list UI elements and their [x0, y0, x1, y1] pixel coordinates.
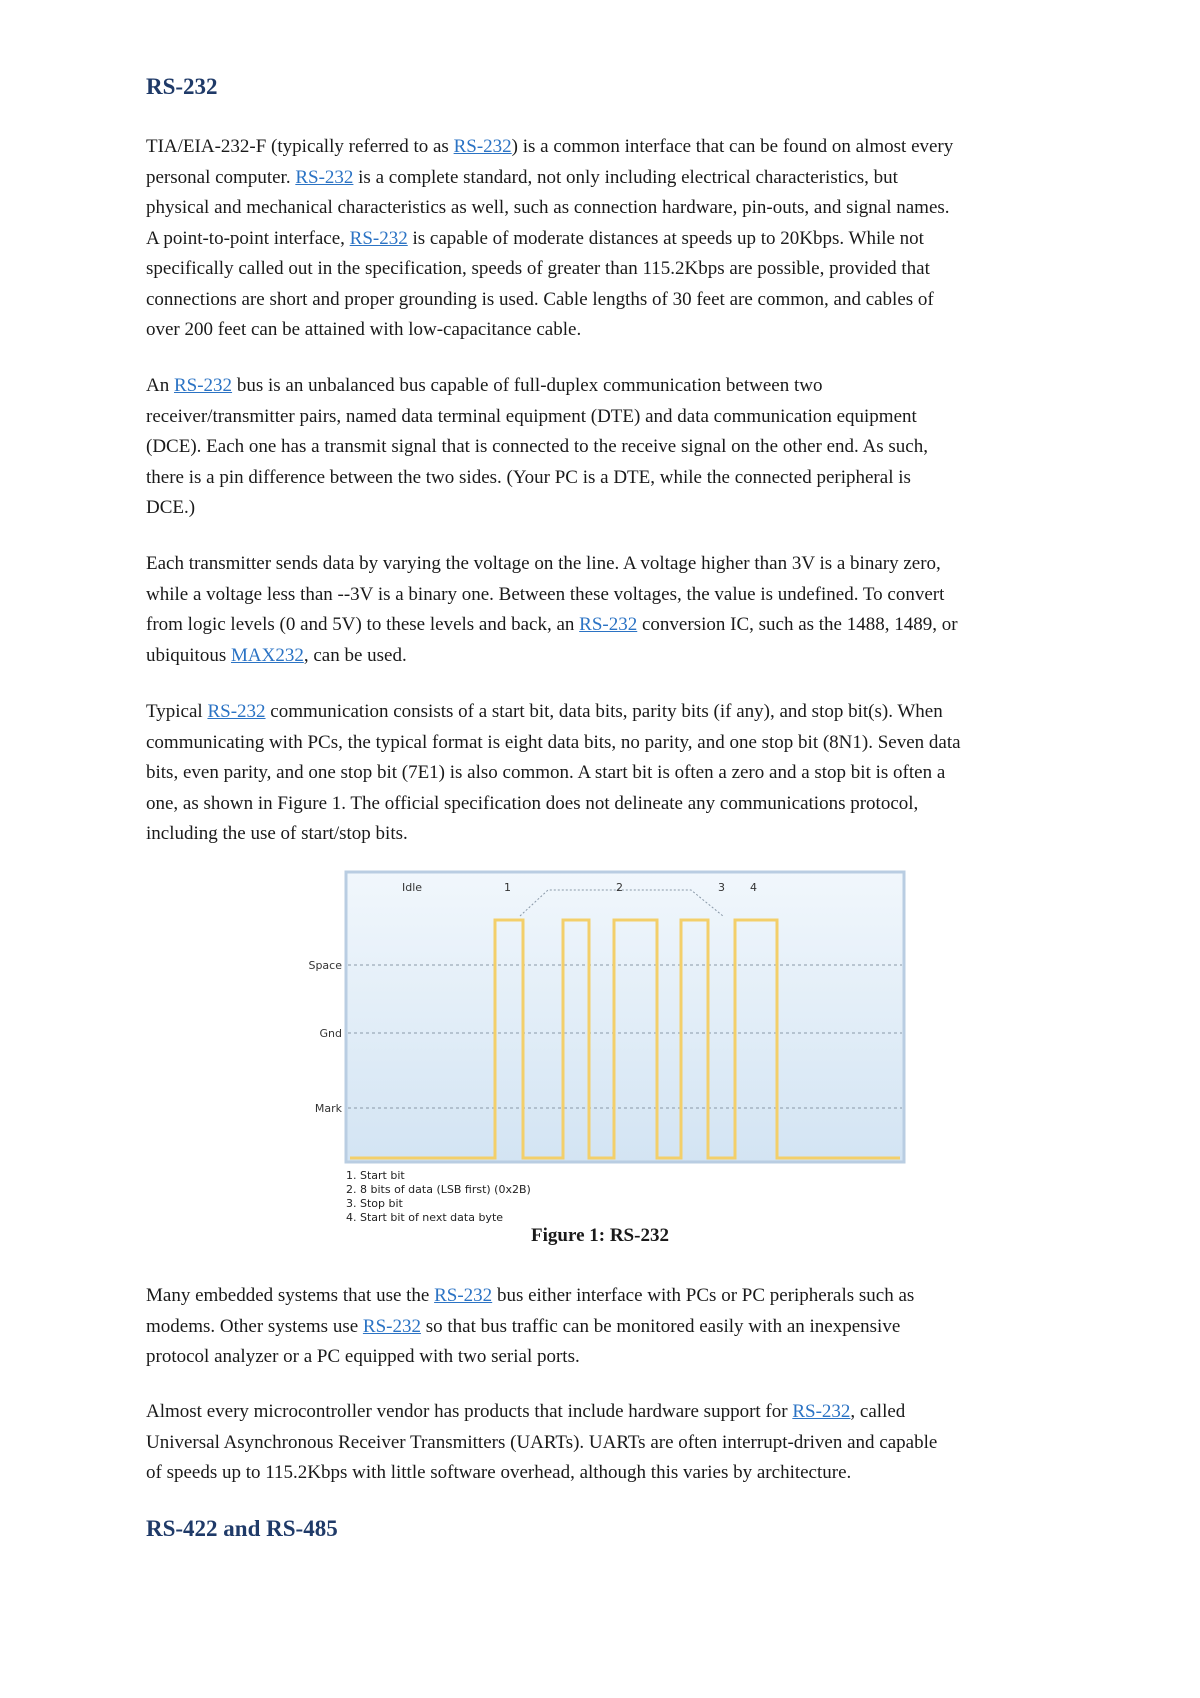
text-line	[146, 132, 1076, 163]
text-run: Typical	[146, 701, 208, 722]
text-line: while a voltage less than --3V is a binary one. Between these voltages, the value is undefined. To convert	[146, 583, 945, 605]
text-line	[146, 1312, 1076, 1343]
text-run: personal computer.	[146, 166, 296, 188]
rs232-link[interactable]: RS-232	[173, 375, 233, 396]
text-run: , can be used.	[303, 644, 407, 666]
text-line: protocol analyzer or a PC equipped with two serial ports.	[146, 1346, 580, 1367]
text-run: from logic levels (0 and 5V) to these levels and back, an	[146, 614, 580, 635]
text-run: conversion IC, such as the 1488, 1489, or	[637, 614, 958, 635]
text-line: Each transmitter sends data by varying the voltage on the line. A voltage higher than 3V is a binary zero,	[146, 553, 941, 574]
idle-label: Idle	[402, 881, 423, 894]
figure-rs232	[308, 866, 910, 1231]
plot-background	[346, 872, 904, 1162]
paragraph-intro	[146, 132, 1076, 346]
rs232-timing-diagram	[308, 866, 910, 1226]
text-line: of speeds up to 115.2Kbps with little software overhead, although this varies by architecture.	[146, 1462, 852, 1483]
rs232-link[interactable]: RS-232	[349, 227, 408, 249]
text-line: connections are short and proper grounding is used. Cable lengths of 30 feet are common, and cables of	[146, 288, 934, 310]
text-run: bus is an unbalanced bus capable of full-duplex communication between two	[232, 375, 823, 396]
text-run: communication consists of a start bit, data bits, parity bits (if any), and stop bit(s). When	[265, 701, 943, 722]
figure-caption: Figure 1: RS-232	[531, 1225, 669, 1246]
text-line: over 200 feet can be attained with low-capacitance cable.	[146, 319, 582, 340]
marker-3: 3	[718, 881, 725, 894]
text-line: one, as shown in Figure 1. The official specification does not delineate any communications protocol,	[146, 792, 919, 814]
text-line: physical and mechanical characteristics as well, such as connection hardware, pin-outs, and signal names.	[146, 197, 950, 218]
text-line: communicating with PCs, the typical format is eight data bits, no parity, and one stop bit (8N1). Seven data	[146, 731, 961, 753]
legend-item-1: 1. Start bit	[346, 1169, 405, 1182]
text-run: modems. Other systems use	[146, 1315, 363, 1337]
text-run: A point-to-point interface,	[146, 227, 350, 249]
heading-rs232: RS-232	[146, 74, 218, 99]
text-line: Universal Asynchronous Receiver Transmitters (UARTs). UARTs are often interrupt-driven and capable	[146, 1431, 938, 1453]
text-run: An	[146, 375, 174, 396]
max232-link[interactable]: MAX232	[230, 644, 304, 666]
text-line	[146, 697, 1076, 728]
rs232-link[interactable]: RS-232	[579, 614, 638, 635]
text-line	[146, 163, 1076, 194]
text-line: (DCE). Each one has a transmit signal that is connected to the receive signal on the other end. As such,	[146, 436, 928, 457]
text-run: Almost every microcontroller vendor has products that include hardware support for	[146, 1401, 793, 1422]
text-line: there is a pin difference between the two sides. (Your PC is a DTE, while the connected peripheral is	[146, 466, 911, 488]
text-line: DCE.)	[146, 497, 196, 518]
text-run: Many embedded systems that use the	[146, 1285, 435, 1306]
text-line	[146, 371, 1076, 402]
paragraph-voltage	[146, 549, 1076, 671]
paragraph-embedded	[146, 1281, 1076, 1373]
text-line: specifically called out in the specification, speeds of greater than 115.2Kbps are possible, provided that	[146, 258, 930, 279]
rs232-link[interactable]: RS-232	[453, 136, 512, 157]
legend-item-4: 4. Start bit of next data byte	[346, 1211, 504, 1224]
rs232-link[interactable]: RS-232	[792, 1401, 851, 1422]
text-run: so that bus traffic can be monitored easily with an inexpensive	[420, 1315, 901, 1337]
paragraph-bus	[146, 371, 1076, 524]
text-line	[146, 1397, 1076, 1428]
paragraph-communication	[146, 697, 1076, 850]
rs232-link[interactable]: RS-232	[362, 1315, 421, 1337]
legend-item-3: 3. Stop bit	[346, 1197, 403, 1210]
text-run: , called	[850, 1401, 906, 1422]
text-run: ) is a common interface that can be found on almost every	[511, 136, 954, 157]
text-run: is capable of moderate distances at speeds up to 20Kbps. While not	[407, 227, 924, 249]
text-line: bits, even parity, and one stop bit (7E1) is also common. A start bit is often a zero and a stop bit is often a	[146, 762, 946, 783]
gnd-axis-label: Gnd	[319, 1027, 342, 1040]
text-run: TIA/EIA-232-F (typically referred to as	[146, 136, 454, 157]
rs232-link[interactable]: RS-232	[295, 166, 354, 188]
text-line	[146, 610, 1076, 641]
text-line: including the use of start/stop bits.	[146, 823, 408, 844]
space-axis-label: Space	[308, 959, 342, 972]
text-line: receiver/transmitter pairs, named data terminal equipment (DTE) and data communication equipment	[146, 405, 917, 427]
mark-axis-label: Mark	[314, 1102, 342, 1115]
marker-1: 1	[504, 881, 511, 894]
text-line	[146, 641, 1076, 672]
marker-2: 2	[616, 881, 623, 894]
rs232-link[interactable]: RS-232	[207, 701, 266, 722]
rs232-link[interactable]: RS-232	[434, 1285, 493, 1306]
text-run: is a complete standard, not only including electrical characteristics, but	[353, 166, 898, 188]
text-line	[146, 1281, 1076, 1312]
marker-4: 4	[750, 881, 757, 894]
text-line	[146, 224, 1076, 255]
legend-item-2: 2. 8 bits of data (LSB first) (0x2B)	[346, 1183, 531, 1196]
text-run: bus either interface with PCs or PC peripherals such as	[492, 1285, 915, 1306]
paragraph-uart	[146, 1397, 1076, 1489]
heading-rs422-rs485: RS-422 and RS-485	[146, 1516, 338, 1541]
text-run: ubiquitous	[146, 644, 231, 666]
